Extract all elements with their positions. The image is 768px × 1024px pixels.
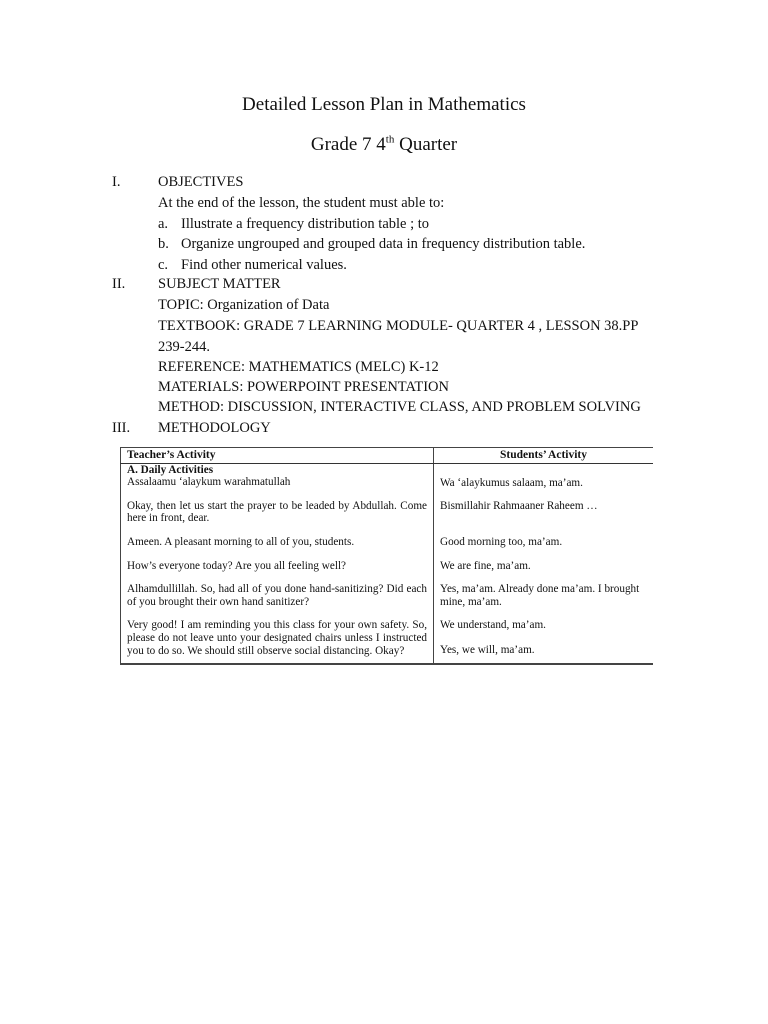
section-heading-methodology: METHODOLOGY [158,420,271,436]
table-header-row [121,448,654,464]
teacher-line: Ameen. A pleasant morning to all of you, students. [127,535,355,548]
section-numeral-subject-matter: II. [112,276,126,292]
objective-marker: b. [158,236,169,252]
table-row [121,560,654,584]
table-row [121,500,654,536]
objective-item [158,216,429,233]
subject-textbook-line2: 239-244. [158,339,210,355]
teacher-line: Assalaamu ‘alaykum warahmatullah [127,476,291,489]
section-heading-objectives: OBJECTIVES [158,174,244,190]
student-line: Good morning too, ma’am. [440,535,563,548]
teacher-line: How’s everyone today? Are you all feeling well? [127,559,347,572]
teacher-line: Okay, then let us start the prayer to be leaded by Abdullah. Come here in front, dear. [127,499,427,525]
subject-method: METHOD: DISCUSSION, INTERACTIVE CLASS, AND PROBLEM SOLVING [158,399,641,415]
student-cell [434,463,654,500]
objective-text: Illustrate a frequency distribution table ; to [181,216,430,232]
table-row [121,463,654,500]
student-line: Wa ‘alaykumus salaam, ma’am. [440,476,583,489]
student-cell [434,583,654,619]
section-numeral-methodology: III. [112,420,131,436]
subtitle-superscript: th [385,133,395,146]
student-cell [434,500,654,536]
student-line: We understand, ma’am. [440,619,546,632]
subject-materials: MATERIALS: POWERPOINT PRESENTATION [158,379,449,395]
subject-textbook-line1: TEXTBOOK: GRADE 7 LEARNING MODULE- QUARTER 4 , LESSON 38.PP [158,318,639,334]
subject-reference: REFERENCE: MATHEMATICS (MELC) K-12 [158,359,439,375]
objective-text: Find other numerical values. [181,257,347,273]
student-cell [434,536,654,560]
objective-item [158,236,585,253]
subtitle-prefix: Grade 7 4 [310,134,386,155]
teacher-cell [121,536,434,560]
teacher-line: Very good! I am reminding you this class for your own safety. So, please do not leave unto your designated chairs unless I instructed you to do so. We should still observe social distancing. Okay? [127,619,427,657]
student-cell [434,619,654,664]
page-subtitle [0,134,768,156]
objective-text: Organize ungrouped and grouped data in frequency distribution table. [181,236,586,252]
header-students-activity: Students’ Activity [434,448,654,464]
table-row [121,583,654,619]
section-heading-subject-matter: SUBJECT MATTER [158,276,281,292]
table-row [121,536,654,560]
section-numeral-objectives: I. [112,174,121,190]
activity-table [120,447,653,665]
header-teacher-activity: Teacher’s Activity [121,448,434,464]
student-line: Yes, we will, ma’am. [440,643,535,656]
student-line: We are fine, ma’am. [440,559,531,572]
student-line: Bismillahir Rahmaaner Raheem … [440,499,598,512]
objectives-intro: At the end of the lesson, the student must able to: [158,195,445,211]
student-line: Yes, ma’am. Already done ma’am. I brought mine, ma’am. [440,583,640,608]
subject-topic: TOPIC: Organization of Data [158,297,330,313]
objective-item [158,257,347,274]
student-cell [434,560,654,584]
page-title: Detailed Lesson Plan in Mathematics [242,94,526,115]
teacher-cell [121,560,434,584]
objective-marker: c. [158,257,169,273]
subtitle-suffix: Quarter [394,134,458,155]
table-subheading: A. Daily Activities [127,463,214,476]
teacher-cell [121,583,434,619]
teacher-cell [121,619,434,664]
table-row [121,619,654,664]
teacher-cell [121,463,434,500]
teacher-line: Alhamdullillah. So, had all of you done hand-sanitizing? Did each of you brought their own hand sanitizer? [127,583,427,608]
teacher-cell [121,500,434,536]
objective-marker: a. [158,216,169,232]
